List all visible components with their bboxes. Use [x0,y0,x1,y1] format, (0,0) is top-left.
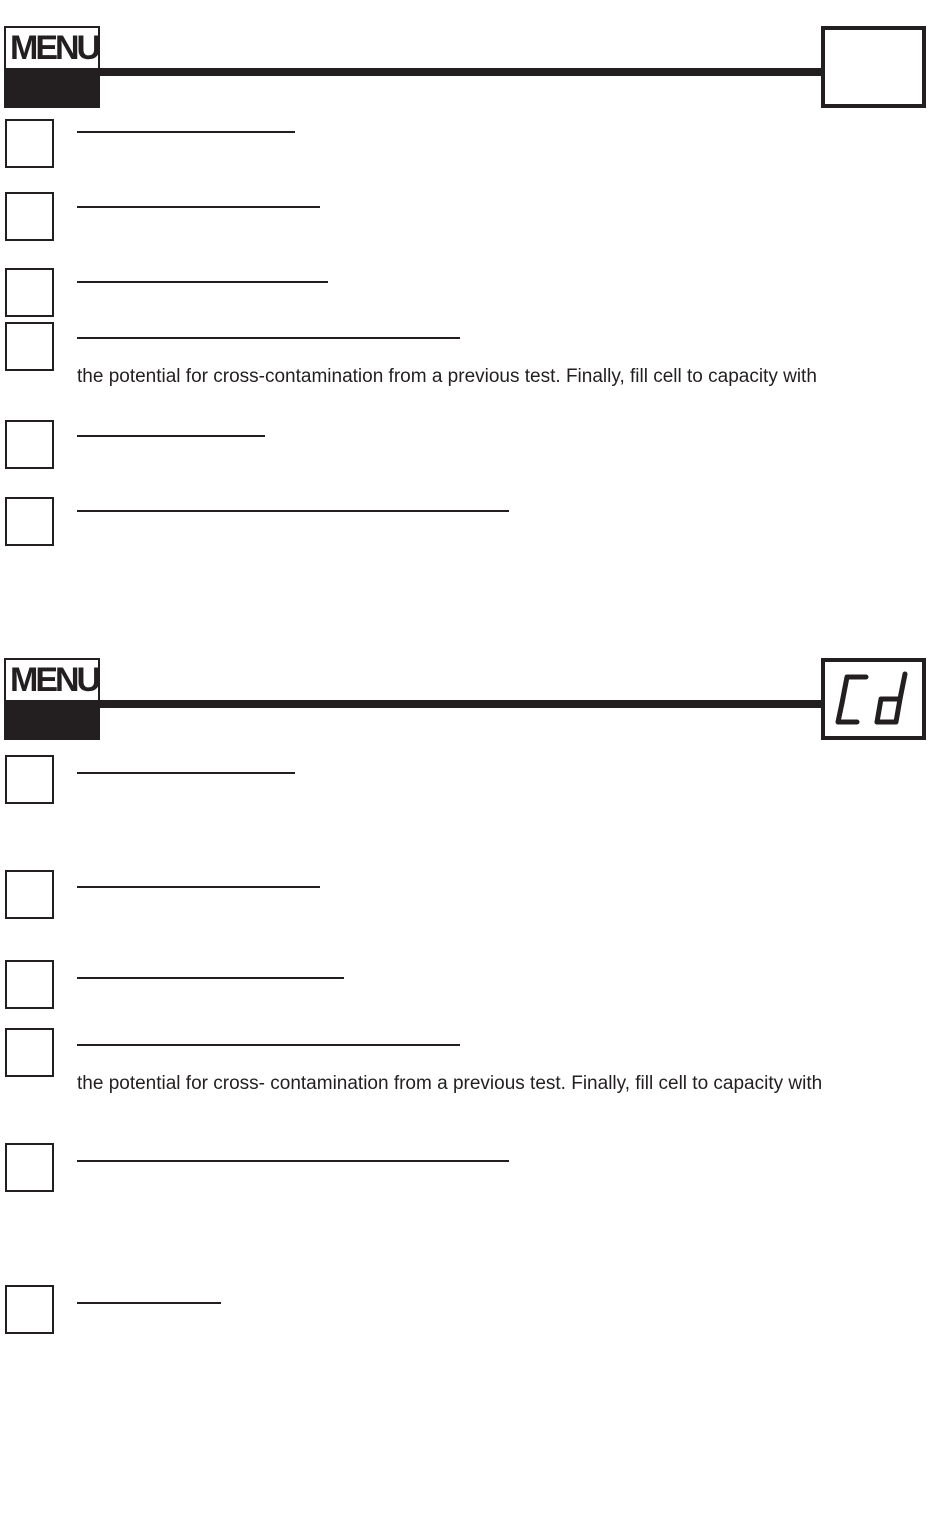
step-checkbox [5,1143,54,1192]
step-checkbox [5,322,54,371]
step-checkbox [5,960,54,1009]
step-checkbox [5,192,54,241]
step-underline [77,337,460,339]
header-rule [96,68,826,76]
menu-badge [4,658,100,740]
step-underline [77,977,344,979]
step-underline [77,1160,509,1162]
menu-label: MENU [10,29,99,67]
step-checkbox [5,420,54,469]
step-underline [77,281,328,283]
step-checkbox [5,1285,54,1334]
step-instruction-text: the potential for cross-contamination from a previous test. Finally, fill cell to capacity with [77,366,817,387]
step-checkbox [5,119,54,168]
step-checkbox [5,268,54,317]
step-instruction-text: the potential for cross- contamination from a previous test. Finally, fill cell to capacity with [77,1073,823,1094]
step-underline [77,206,320,208]
step-checkbox [5,1028,54,1077]
step-underline [77,435,265,437]
step-underline [77,510,509,512]
step-underline [77,886,320,888]
menu-section-2 [0,632,950,1392]
step-underline [77,772,295,774]
menu-section-1 [0,0,950,590]
lcd-cd-glyph [825,662,922,736]
step-underline [77,1302,221,1304]
step-checkbox [5,755,54,804]
menu-badge-bar [4,702,100,740]
menu-label-box [4,26,100,70]
menu-label: MENU [10,661,99,699]
menu-badge [4,26,100,108]
step-underline [77,1044,460,1046]
step-checkbox [5,870,54,919]
step-underline [77,131,295,133]
lcd-display-box [821,26,926,108]
step-checkbox [5,497,54,546]
lcd-display-box [821,658,926,740]
menu-badge-bar [4,70,100,108]
menu-label-box [4,658,100,702]
header-rule [96,700,826,708]
